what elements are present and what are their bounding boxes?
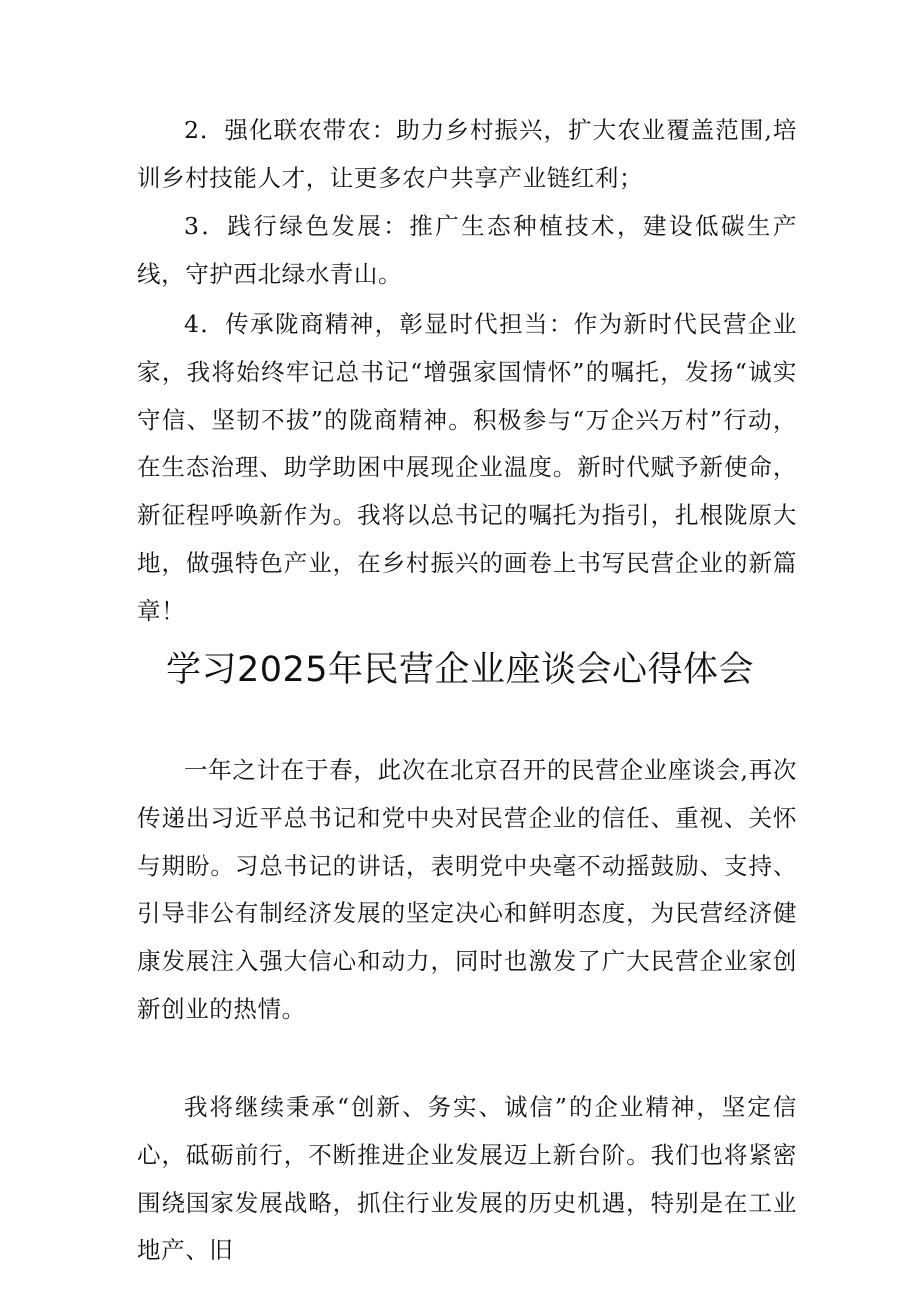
list-item-2: 2．强化联农带农：助力乡村振兴，扩大农业覆盖范围,培训乡村技能人才，让更多农户共享产业链红利； xyxy=(137,116,797,192)
body-paragraph-1: 一年之计在于春，此次在北京召开的民营企业座谈会,再次传递出习近平总书记和党中央对民营企业的信任、重视、关怀与期盼。习总书记的讲话，表明党中央毫不动摇鼓励、支持、引导非公有制经济发展的坚定决心和鲜明态度，为民营经济健康发展注入强大信心和动力，同时也激发了广大民营企业家创新创业的热情。 xyxy=(137,756,797,1023)
article-title: 学习2025年民营企业座谈会心得体会 xyxy=(165,650,755,690)
body-paragraph-2: 我将继续秉承“创新、务实、诚信”的企业精神，坚定信心，砥砺前行，不断推进企业发展迈上新台阶。我们也将紧密围绕国家发展战略，抓住行业发展的历史机遇，特别是在工业地产、旧 xyxy=(137,1093,797,1265)
list-item-3: 3．践行绿色发展：推广生态种植技术，建设低碳生产线，守护西北绿水青山。 xyxy=(137,212,797,288)
list-item-4: 4．传承陇商精神，彰显时代担当：作为新时代民营企业家，我将始终牢记总书记“增强家国情怀”的嘱托，发扬“诚实守信、坚韧不拔”的陇商精神。积极参与“万企兴万村”行动，在生态治理、助学助困中展现企业温度。新时代赋予新使命，新征程呼唤新作为。我将以总书记的嘱托为指引，扎根陇原大地，做强特色产业，在乡村振兴的画卷上书写民营企业的新篇章！ xyxy=(137,310,797,625)
